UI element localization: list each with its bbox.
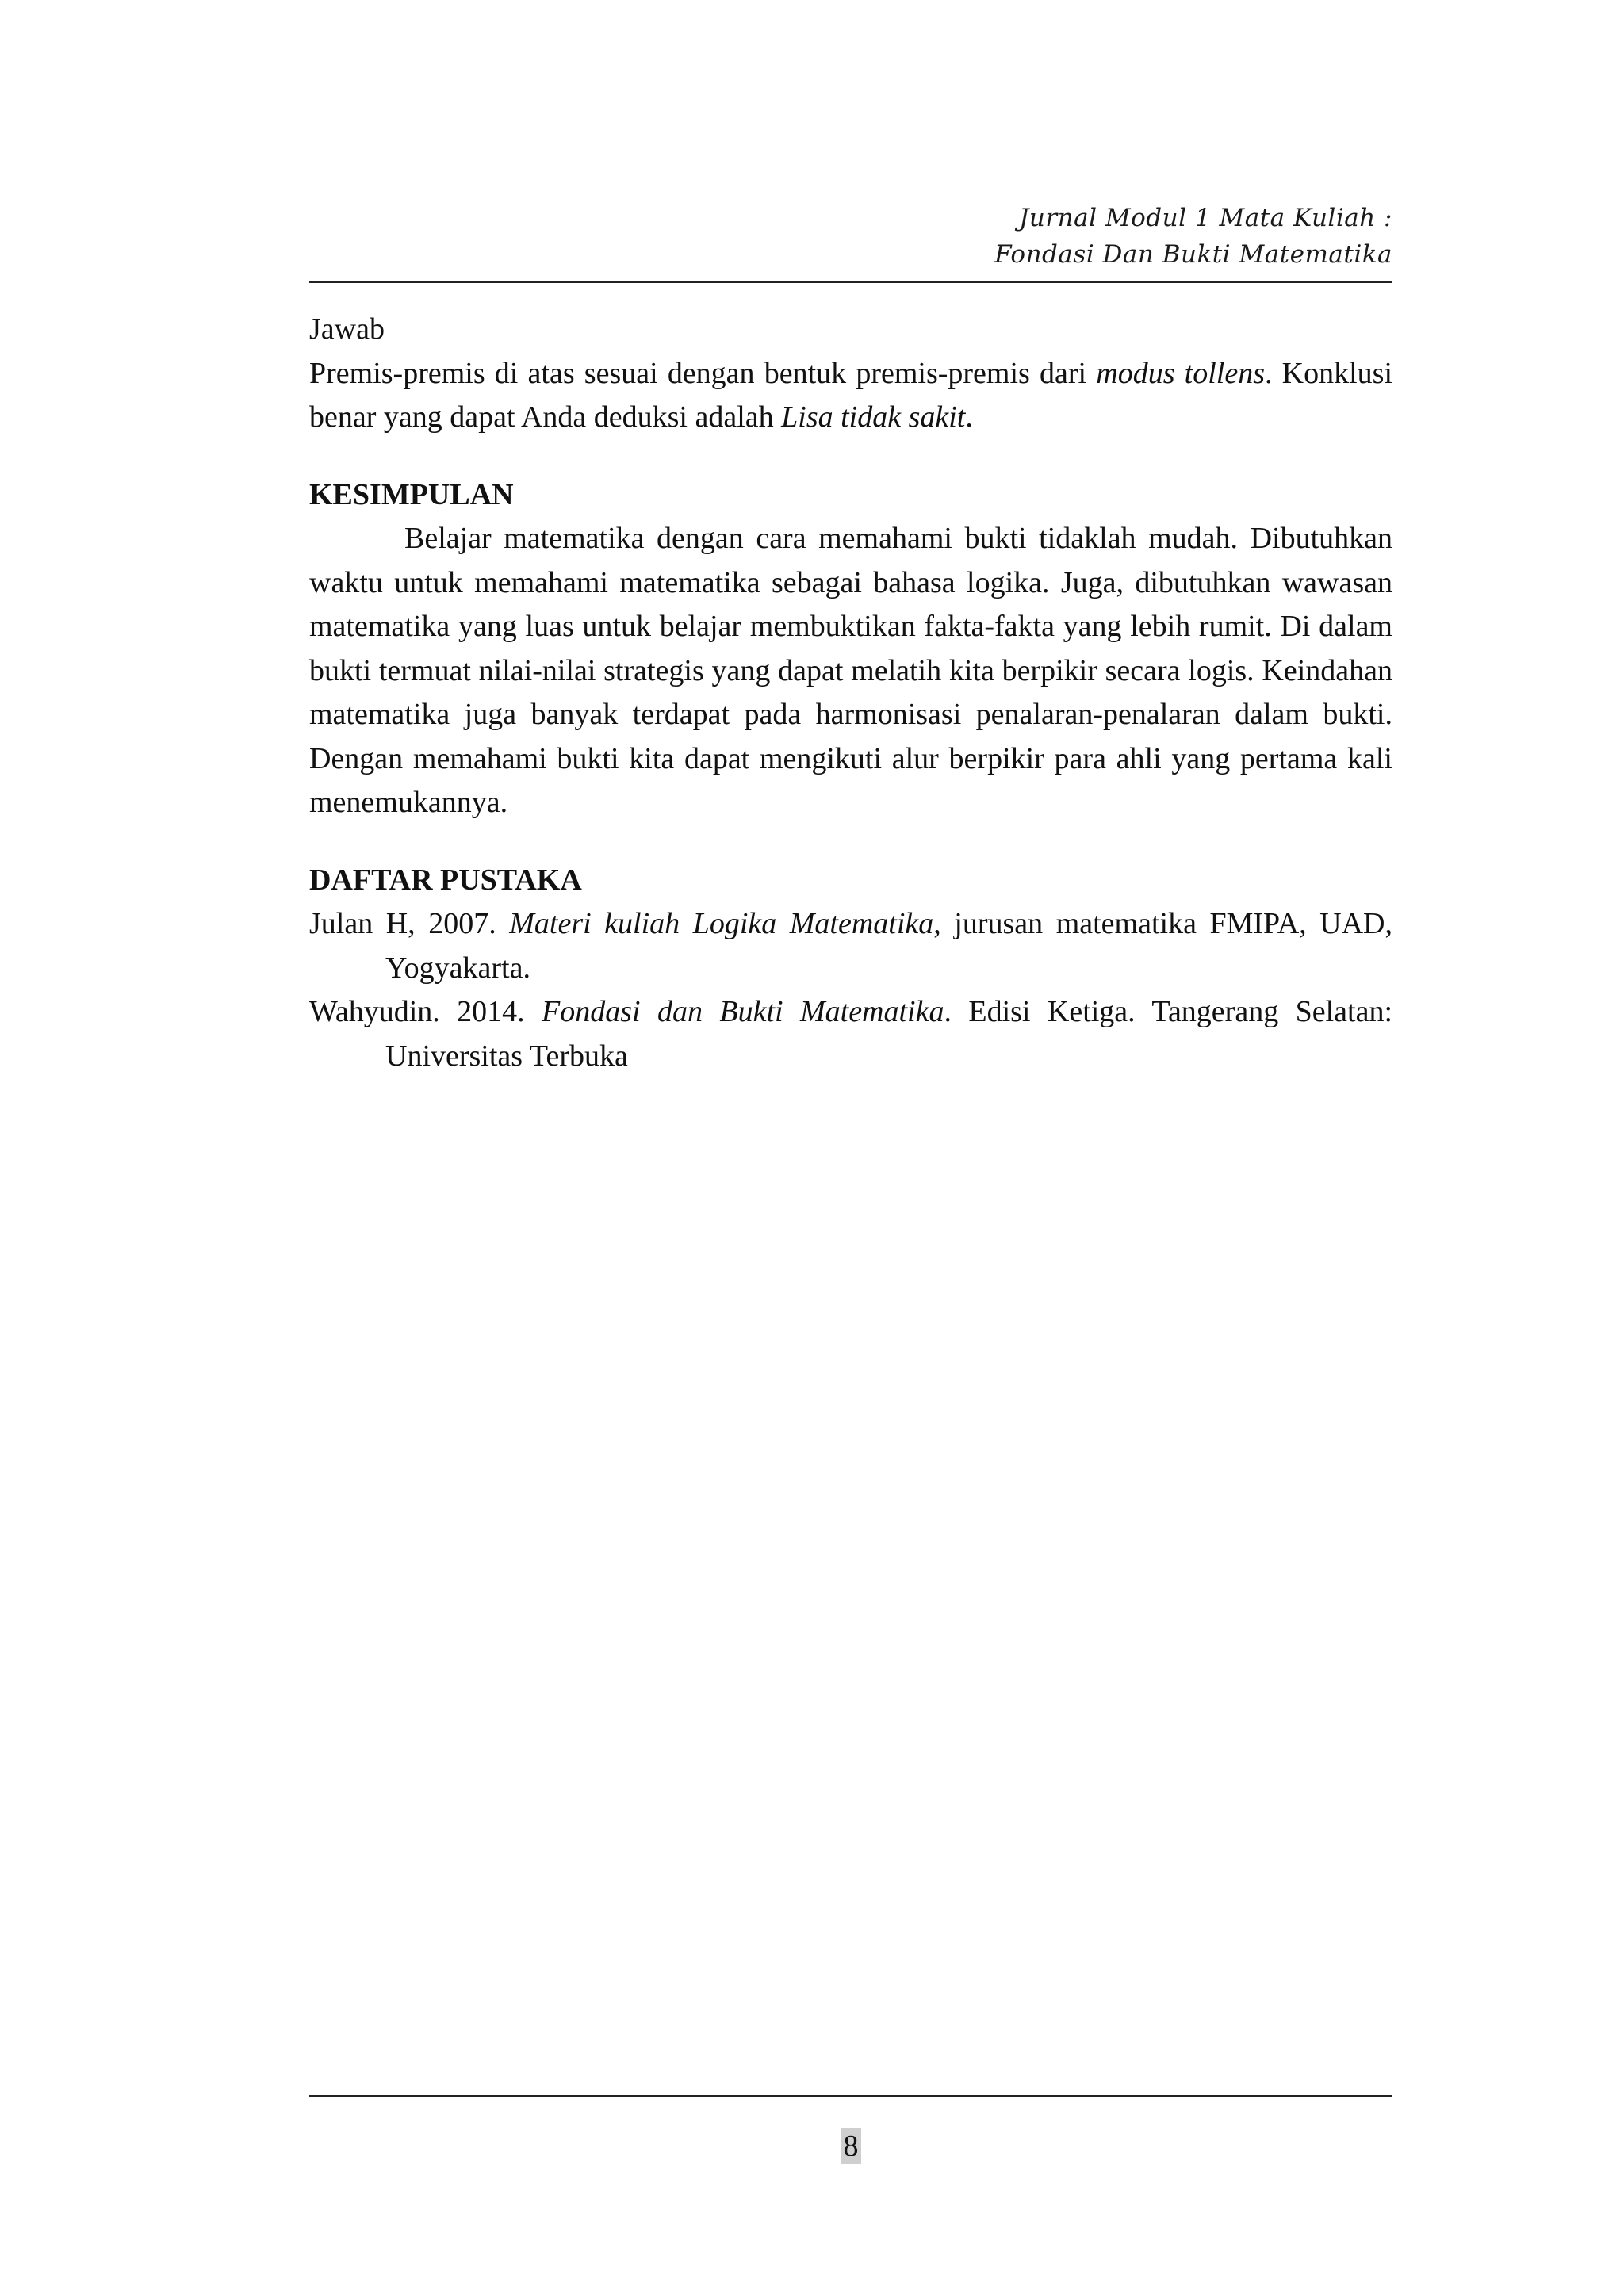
answer-text-end: . bbox=[965, 400, 973, 434]
answer-text-before: Premis-premis di atas sesuai dengan bentuk premis-premis dari bbox=[309, 356, 1097, 390]
header-line-2: Fondasi Dan Bukti Matematika bbox=[994, 240, 1392, 269]
reference-item bbox=[309, 902, 1392, 990]
spacer bbox=[309, 440, 1392, 473]
conclusion-paragraph: Belajar matematika dengan cara memahami bukti tidaklah mudah. Dibutuhkan waktu untuk memahami matematika sebagai bahasa logika. Juga, dibutuhkan wawasan matematika yang luas untuk belajar membuktikan fakta-fakta yang lebih rumit. Di dalam bukti termuat nilai-nilai strategis yang dapat melatih kita berpikir secara logis. Keindahan matematika juga banyak terdapat pada harmonisasi penalaran-penalaran dalam bukti. Dengan memahami bukti kita dapat mengikuti alur berpikir para ahli yang pertama kali menemukannya. bbox=[309, 522, 1392, 819]
footer-rule bbox=[309, 2095, 1392, 2097]
answer-italic-2: Lisa tidak sakit bbox=[781, 400, 966, 434]
header-rule bbox=[309, 281, 1392, 283]
reference-suffix: , jurusan matematika FMIPA, UAD, Yogyakarta. bbox=[385, 907, 1392, 985]
conclusion-heading: KESIMPULAN bbox=[309, 477, 514, 511]
running-header bbox=[309, 200, 1392, 273]
header-line-1: Jurnal Modul 1 Mata Kuliah : bbox=[1018, 204, 1392, 232]
references-heading: DAFTAR PUSTAKA bbox=[309, 863, 582, 897]
reference-item bbox=[309, 990, 1392, 1078]
page-number: 8 bbox=[841, 2128, 861, 2164]
reference-prefix: Julan H, 2007. bbox=[309, 907, 510, 940]
answer-paragraph bbox=[309, 352, 1392, 440]
answer-italic-1: modus tollens bbox=[1096, 356, 1265, 390]
spacer bbox=[309, 825, 1392, 859]
answer-text-middle: . Konklusi benar yang dapat Anda deduksi adalah bbox=[309, 356, 1393, 434]
reference-prefix: Wahyudin. 2014. bbox=[309, 995, 542, 1028]
reference-title: Materi kuliah Logika Matematika bbox=[509, 907, 934, 940]
reference-title: Fondasi dan Bukti Matematika bbox=[542, 995, 944, 1028]
answer-label: Jawab bbox=[309, 312, 385, 346]
reference-suffix: . Edisi Ketiga. Tangerang Selatan: Universitas Terbuka bbox=[385, 995, 1392, 1073]
page-content bbox=[309, 308, 1392, 1078]
